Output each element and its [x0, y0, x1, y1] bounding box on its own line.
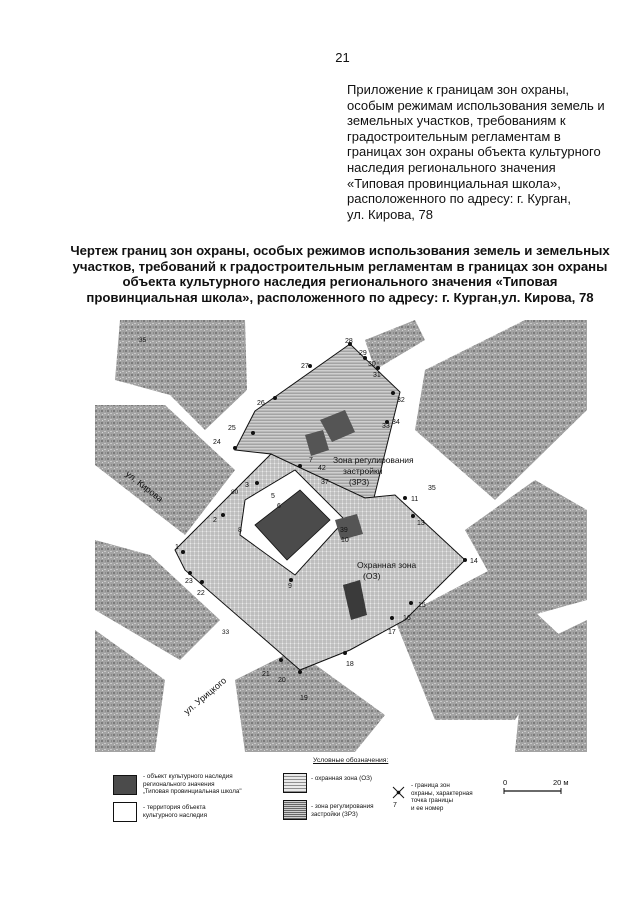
point-label: 15	[418, 602, 426, 609]
appendix-line: расположенного по адресу: г. Курган,	[347, 191, 571, 207]
point-label: 21	[262, 671, 270, 678]
legend-protection-zone	[311, 775, 372, 783]
point-label: 22	[197, 590, 205, 597]
point-label: 3	[245, 482, 249, 489]
point-label: 16	[403, 615, 411, 622]
point-label: 1	[175, 544, 179, 551]
point-label: 42	[318, 465, 326, 472]
point-label: 10	[341, 537, 349, 544]
appendix-line: ул. Кирова, 78	[347, 206, 433, 222]
appendix-line: «Типовая провинциальная школа»,	[347, 175, 561, 191]
point-label: 20	[278, 677, 286, 684]
point-label: 32	[397, 397, 405, 404]
legend-text: и ее номер	[411, 804, 444, 812]
point-label: 14	[470, 558, 478, 565]
point-label: 24	[213, 439, 221, 446]
title-line: провинциальная школа», расположенного по адресу: г. Курган,ул. Кирова, 78	[86, 289, 594, 305]
appendix-line: Приложение к границам зон охраны,	[347, 82, 570, 97]
street-label: ул. Кирова	[123, 468, 166, 504]
point-label: 23	[185, 578, 193, 585]
legend-heritage-territory	[143, 804, 207, 819]
point-label: 8	[238, 527, 242, 534]
point-label: 27	[301, 363, 309, 370]
point-label: 18	[346, 661, 354, 668]
building-number: 80	[231, 489, 239, 496]
building-number: 33	[222, 629, 230, 636]
appendix-line: земельных участков, требованиям к	[347, 113, 566, 129]
point-label: 26	[257, 400, 265, 407]
title-line: объекта культурного наследия регионального значения «Типовая	[122, 274, 558, 290]
legend-text: регионального значения	[143, 780, 215, 788]
legend-text: - граница зон	[411, 782, 450, 789]
scale-twenty: 20 м	[553, 778, 569, 787]
legend-text: „Типовая провинциальная школа"	[143, 788, 242, 795]
point-label: 37	[321, 479, 329, 486]
protection-zone-label: (ОЗ)	[363, 571, 381, 581]
appendix-line: границах зон охраны объекта культурного	[347, 144, 601, 160]
legend-heritage-territory-swatch	[113, 802, 137, 822]
map-legend	[113, 757, 593, 837]
point-label: 19	[300, 695, 308, 702]
drawing-title	[60, 243, 620, 305]
regulation-zone-label: застройки	[343, 466, 383, 476]
legend-text: - объект культурного наследия	[143, 773, 233, 780]
legend-text: - территория объекта	[143, 804, 206, 811]
point-label: 30	[368, 361, 376, 368]
point-label: 7	[309, 457, 313, 464]
title-line: Чертеж границ зон охраны, особых режимов использования земель и земельных	[70, 243, 610, 258]
legend-boundary-point	[411, 782, 473, 812]
legend-boundary-marker: 7	[393, 802, 397, 809]
point-label: 34	[392, 419, 400, 426]
point-label: 35	[428, 485, 436, 492]
appendix-line: особым режимам использования земель и	[347, 97, 605, 113]
point-label: 5	[271, 493, 275, 500]
point-label: 11	[411, 496, 419, 503]
legend-regulation-zone	[311, 803, 374, 818]
legend-text: культурного наследия	[143, 811, 207, 819]
legend-text: - зона регулирования	[311, 803, 374, 810]
street-label: ул. Урицкого	[181, 675, 229, 717]
legend-text: - охранная зона (ОЗ)	[311, 775, 372, 782]
legend-regulation-zone-swatch	[283, 800, 307, 820]
point-label: 9	[288, 583, 292, 590]
point-label: 2	[213, 517, 217, 524]
regulation-zone-label: Зона регулирования	[333, 455, 414, 465]
page-number: 21	[335, 50, 350, 65]
legend-text: застройки (ЗРЗ)	[311, 810, 358, 818]
point-label: 33	[382, 423, 390, 430]
point-label: 29	[359, 350, 367, 357]
legend-title: Условные обозначения:	[313, 757, 389, 764]
regulation-zone-label: (ЗРЗ)	[349, 478, 370, 487]
title-line: участков, требований к градостроительным регламентам в границах зон охраны	[72, 258, 608, 274]
legend-protection-zone-swatch	[283, 773, 307, 793]
point-label: 31	[373, 372, 381, 379]
point-label: 6	[277, 503, 281, 510]
point-label: 28	[345, 338, 353, 345]
point-label: 39	[340, 527, 348, 534]
legend-text: охраны, характерная	[411, 789, 473, 797]
appendix-line: наследия регионального значения	[347, 159, 556, 175]
point-label: 13	[417, 520, 425, 527]
building-number: 35	[139, 337, 147, 344]
legend-heritage-object	[143, 773, 242, 796]
scale-zero: 0	[503, 778, 508, 787]
scale-bar	[503, 788, 565, 794]
appendix-line: градостроительным регламентам в	[347, 128, 561, 144]
point-label: 25	[228, 425, 236, 432]
legend-text: точка границы	[411, 797, 454, 804]
protection-zone-label: Охранная зона	[357, 560, 417, 570]
point-label: 17	[388, 629, 396, 636]
legend-heritage-object-swatch	[113, 775, 137, 795]
zone-map	[95, 320, 587, 752]
appendix-note	[347, 82, 617, 222]
